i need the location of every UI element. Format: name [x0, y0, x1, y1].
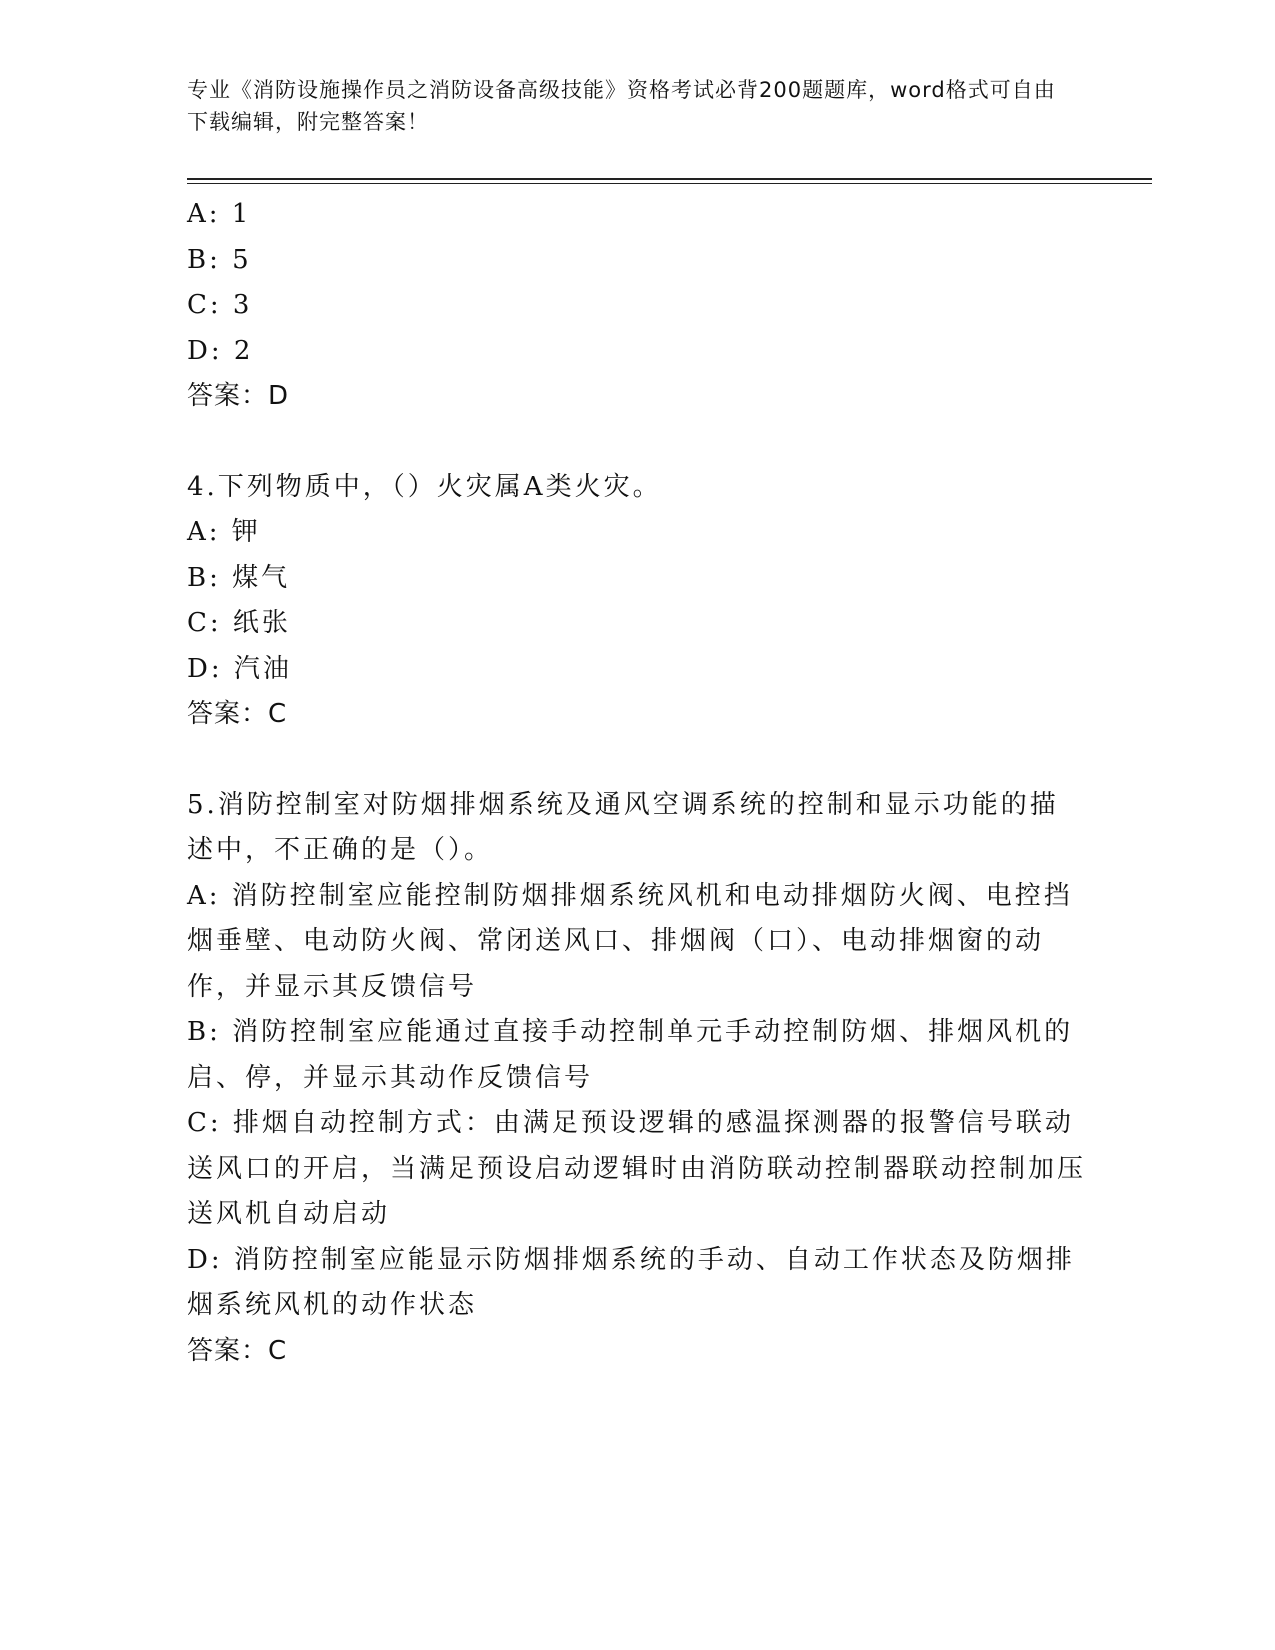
- question-text: 4.下列物质中，（）火灾属A类火灾。: [187, 471, 662, 502]
- question-content: [187, 192, 1087, 1374]
- page-header: 专业《消防设施操作员之消防设备高级技能》资格考试必背200题题库，word格式可自由下载编辑，附完整答案！: [187, 78, 1056, 134]
- answer-line: 答案：C: [187, 1335, 288, 1366]
- spacer: [187, 738, 1087, 783]
- question-text: 5.消防控制室对防烟排烟系统及通风空调系统的控制和显示功能的描述中，不正确的是（）。: [187, 789, 1059, 865]
- spacer: [187, 420, 1087, 465]
- option-c: C: 3: [187, 290, 253, 320]
- header-rule-thin: [187, 183, 1152, 184]
- option-a: A: 钾: [187, 517, 261, 547]
- option-b: B: 煤气: [187, 562, 291, 593]
- option-b: B: 5: [187, 244, 252, 275]
- option-d: D: 2: [187, 335, 254, 366]
- answer-line: 答案：C: [187, 699, 288, 729]
- option-c: C: 排烟自动控制方式：由满足预设逻辑的感温探测器的报警信号联动送风口的开启，当满足预设启动逻辑时由消防联动控制器联动控制加压送风机自动启动: [187, 1108, 1087, 1229]
- option-b: B: 消防控制室应能通过直接手动控制单元手动控制防烟、排烟风机的启、停，并显示其动作反馈信号: [187, 1017, 1074, 1093]
- question-3-block: [187, 192, 1087, 420]
- question-5-block: [187, 783, 1087, 1375]
- option-a: A: 消防控制室应能控制防烟排烟系统风机和电动排烟防火阀、电控挡烟垂壁、电动防火阀、常闭送风口、排烟阀（口）、电动排烟窗的动作，并显示其反馈信号: [187, 880, 1073, 1002]
- option-d: D: 汽油: [187, 653, 292, 684]
- option-c: C: 纸张: [187, 608, 291, 638]
- option-a: A: 1: [187, 199, 252, 229]
- answer-line: 答案：D: [187, 381, 290, 411]
- header-rule-thick: [187, 178, 1152, 180]
- question-4-block: [187, 465, 1087, 738]
- option-d: D: 消防控制室应能显示防烟排烟系统的手动、自动工作状态及防烟排烟系统风机的动作状态: [187, 1244, 1075, 1320]
